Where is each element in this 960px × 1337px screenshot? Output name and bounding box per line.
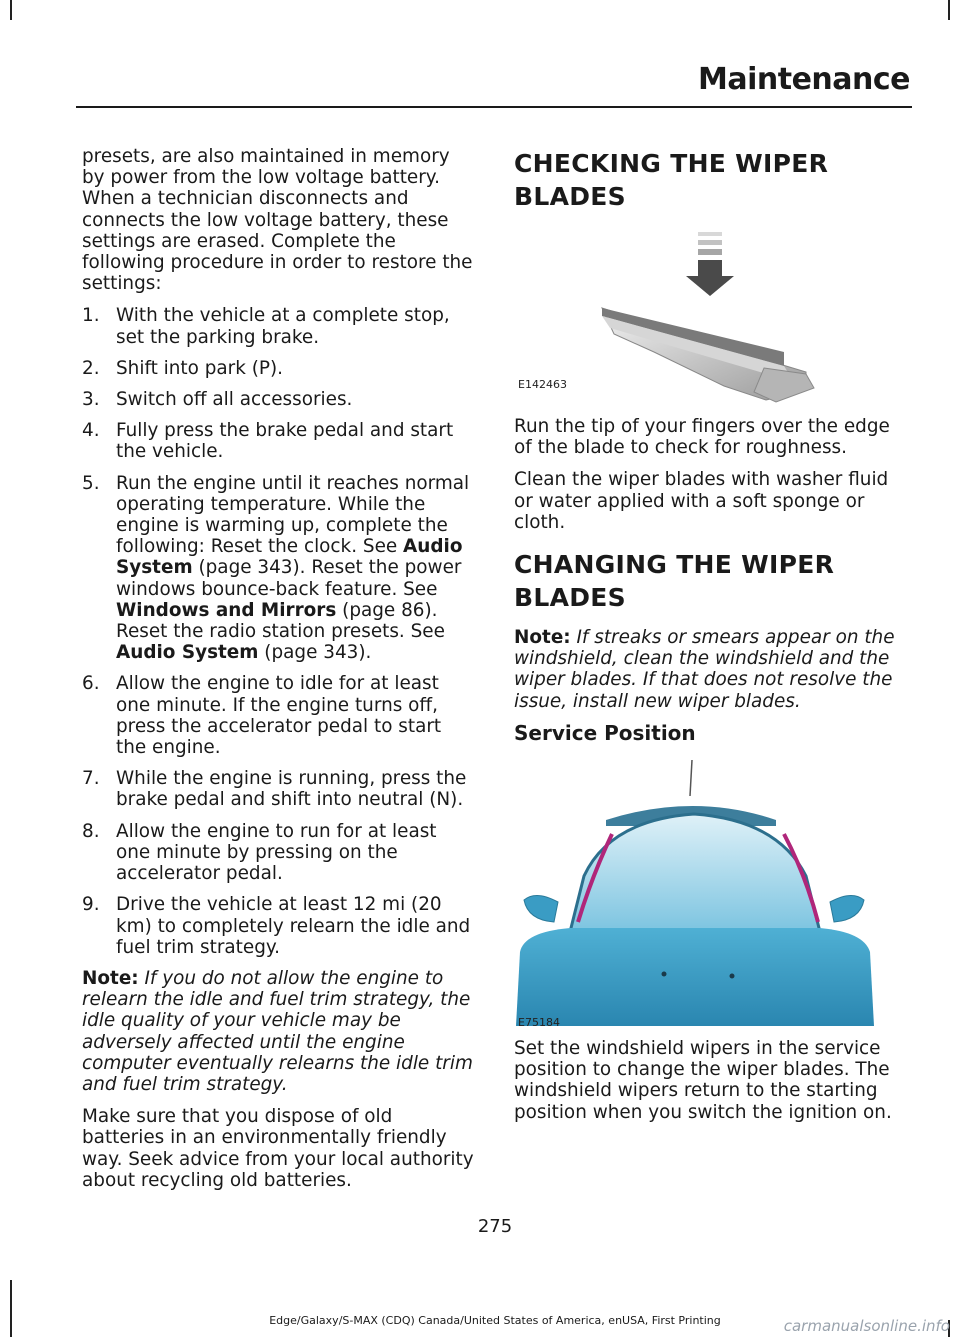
heading-line: CHANGING THE WIPER — [514, 550, 835, 580]
list-item — [82, 420, 476, 462]
intro-paragraph: presets, are also maintained in memory by power from the low voltage battery. When a technician disconnects and connects the low voltage battery, these settings are erased. Complete the following procedure in order to restore the settings: — [82, 146, 473, 295]
step-number: 3. — [82, 389, 100, 411]
list-item — [82, 473, 476, 664]
list-item — [82, 768, 476, 810]
restore-procedure-list — [82, 305, 476, 957]
step-text: Allow the engine to run for at least one minute by pressing on the accelerator pedal. — [116, 820, 437, 885]
watermark: carmanualsonline.info — [783, 1317, 950, 1335]
wiper-blade-illustration — [514, 216, 908, 404]
crop-mark-bottom-left — [10, 1280, 12, 1337]
step-text: While the engine is running, press the brake pedal and shift into neutral (N). — [116, 768, 467, 811]
step-number: 1. — [82, 305, 100, 327]
footer-edition: Edge/Galaxy/S-MAX (CDQ) Canada/United States of America, enUSA, First Printing — [269, 1314, 721, 1327]
step-text: Fully press the brake pedal and start the vehicle. — [116, 420, 454, 463]
step-text: (page 343). — [258, 642, 372, 664]
heading-line: BLADES — [514, 583, 626, 613]
list-item — [82, 821, 476, 885]
step-number: 9. — [82, 894, 100, 916]
step-number: 6. — [82, 673, 100, 695]
cross-reference-link[interactable]: Audio System — [116, 642, 259, 664]
step-number: 4. — [82, 420, 100, 442]
step-text: Switch off all accessories. — [116, 389, 353, 411]
page-title: Maintenance — [697, 62, 910, 97]
figure-code: E75184 — [518, 1016, 560, 1030]
crop-mark-top-left — [10, 0, 12, 20]
heading-line: CHECKING THE WIPER — [514, 149, 829, 178]
right-column — [514, 148, 908, 1134]
step-text: Shift into park (P). — [116, 357, 284, 379]
step-text: Allow the engine to idle for at least one minute. If the engine turns off, press the accelerator pedal to start the engine. — [116, 673, 442, 759]
step-text: Drive the vehicle at least 12 mi (20 km) to completely relearn the idle and fuel trim strategy. — [116, 894, 471, 958]
step-number: 2. — [82, 357, 100, 379]
section-heading-changing-wiper-blades — [514, 549, 908, 613]
step-number: 5. — [82, 472, 100, 494]
disposal-paragraph: Make sure that you dispose of old batteries in an environmentally friendly way. Seek advice from your local authority about recycling old batteries. — [82, 1106, 474, 1191]
windshield-figure — [514, 756, 908, 1030]
note-paragraph — [82, 968, 476, 1095]
step-text: (page 86). Reset the radio station presets. See — [116, 599, 445, 643]
list-item — [82, 894, 476, 958]
step-text: (page 343). Reset the power windows bounce-back feature. See — [116, 557, 462, 600]
step-text: With the vehicle at a complete stop, set the parking brake. — [116, 305, 450, 348]
page-number: 275 — [477, 1216, 513, 1237]
list-item — [82, 673, 476, 758]
header-divider — [76, 106, 912, 108]
clean-blade-paragraph: Clean the wiper blades with washer fluid or water applied with a soft sponge or cloth. — [514, 469, 889, 533]
cross-reference-link[interactable]: Windows and Mirrors — [116, 599, 337, 621]
step-number: 8. — [82, 820, 100, 842]
crop-mark-top-right — [948, 0, 950, 20]
heading-line: BLADES — [514, 182, 626, 211]
check-blade-paragraph: Run the tip of your fingers over the edge of the blade to check for roughness. — [514, 416, 890, 459]
down-arrow-icon — [686, 260, 734, 296]
step-number: 7. — [82, 768, 100, 790]
list-item — [82, 389, 476, 410]
note-paragraph — [514, 627, 908, 712]
subheading-service-position: Service Position — [514, 720, 696, 745]
note-label: Note: — [82, 967, 139, 989]
section-heading-checking-wiper-blades — [514, 148, 908, 212]
car-windshield-illustration — [514, 756, 908, 1026]
list-item — [82, 358, 476, 379]
note-text: If streaks or smears appear on the windshield, clean the windshield and the wiper blades. If that does not resolve the issue, install new wiper blades. — [514, 627, 895, 712]
wiper-blade-figure — [514, 216, 908, 404]
note-text: If you do not allow the engine to relearn the idle and fuel trim strategy, the idle quality of your vehicle may be adversely affected until the engine computer eventually relearns the idle trim and fuel trim strategy. — [82, 967, 473, 1095]
left-column — [82, 146, 476, 1202]
figure-code: E142463 — [518, 378, 567, 391]
note-label: Note: — [514, 627, 571, 649]
service-position-paragraph: Set the windshield wipers in the service position to change the wiper blades. The windshield wipers return to the starting position when you switch the ignition on. — [514, 1038, 892, 1123]
list-item — [82, 305, 476, 347]
cross-reference-link[interactable]: Audio System — [116, 536, 463, 579]
step-text: Run the engine until it reaches normal operating temperature. While the engine is warming up, complete the following: Reset the clock. See — [116, 472, 470, 558]
